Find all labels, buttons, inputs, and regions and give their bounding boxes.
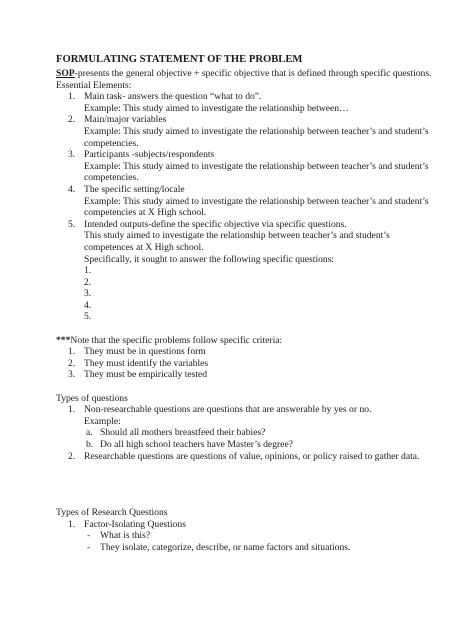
types-item: 1. Non-researchable questions are questions that are answerable by yes or no. Example:: [68, 404, 372, 427]
criteria-item: 2. They must identify the variables: [68, 357, 209, 369]
sop-text: -presents the general objective + specific objective that is defined through specific questions.: [74, 68, 432, 79]
criteria-item: 3. They must be empirically tested: [68, 369, 208, 381]
blank-question: 5.: [84, 311, 92, 323]
research-type-bullet: - They isolate, categorize, describe, or name factors and situations.: [87, 541, 351, 553]
research-type-bullet: - What is this?: [87, 530, 151, 542]
element-item: 2. Main/major variables Example: This study aimed to investigate the relationship between teacher’s and student’s competencies.: [68, 114, 429, 149]
element-item: 5. Intended outputs-define the specific objective via specific questions. This study aimed to investigate the relationship between teacher’s and student’s competences at X High school. Specifically, it sought to answer the following specific questions: 1. 2. 3. 4. 5.: [56, 219, 436, 323]
types-heading: Types of questions: [56, 392, 128, 404]
types-example: a. Should all mothers breastfeed their babies?: [86, 427, 266, 439]
criteria-note: ***Note that the specific problems follow specific criteria:: [56, 334, 283, 346]
research-type-item: 1. Factor-Isolating Questions: [68, 518, 186, 530]
sop-term: SOP: [56, 68, 75, 79]
document-title: FORMULATING STATEMENT OF THE PROBLEM: [56, 54, 303, 65]
element-item: 3. Participants -subjects/respondents Example: This study aimed to investigate the relationship between teacher’s and student’s competencies.: [68, 149, 429, 184]
document-page: [56, 54, 436, 554]
element-item: 1. Main task- answers the question “what to do”. Example: This study aimed to investigate the relationship between…: [68, 91, 349, 114]
research-types-heading: Types of Research Questions: [56, 507, 168, 519]
types-item: 2. Researchable questions are questions of value, opinions, or policy raised to gather data.: [68, 450, 420, 462]
blank-question: 3.: [84, 288, 92, 300]
sop-definition: [56, 68, 436, 80]
element-item: 4. The specific setting/locale Example: This study aimed to investigate the relationship between teacher’s and student’s competencies at X High school.: [68, 183, 429, 219]
essential-heading: Essential Elements:: [56, 79, 132, 91]
blank-question: 2.: [84, 276, 92, 288]
types-example: b. Do all high school teachers have Master’s degree?: [86, 439, 293, 450]
blank-question: 4.: [84, 299, 92, 311]
criteria-item: 1. They must be in questions form: [68, 346, 206, 358]
blank-question: 1.: [84, 265, 92, 277]
